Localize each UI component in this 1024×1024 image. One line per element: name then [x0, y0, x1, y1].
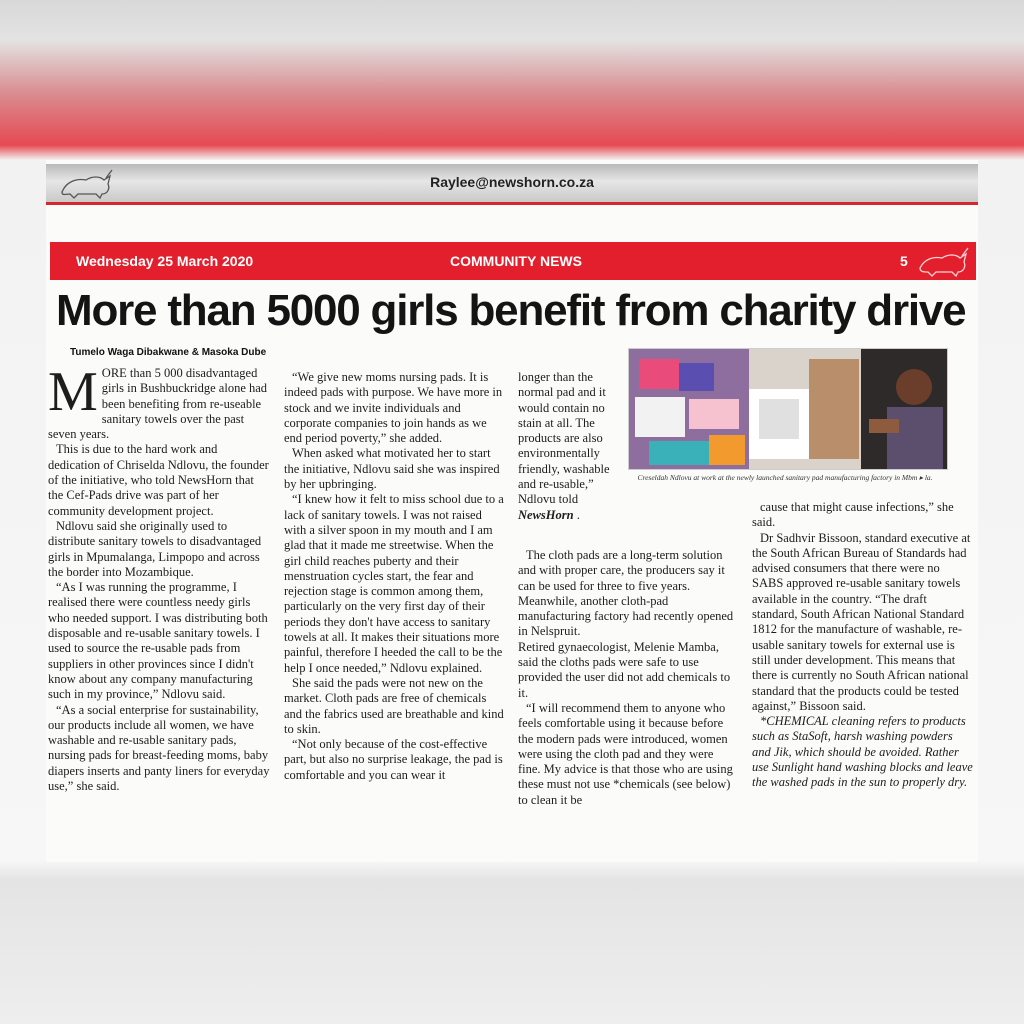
article-paragraph: “I knew how it felt to miss school due to a lack of sanitary towels. I was not raised with a silver spoon in my mouth and I am glad that it made me streetwise. When the girl child reaches puberty and their menstruation cycles start, the fear and rejection stage is common among them, particularly on the very first day of their periods they don't have access to sanitary towels at all. It makes their situations more painful, therefore I heeded the call to be the help I once needed,” Ndlovu explained.	[284, 492, 504, 675]
article-column-3	[518, 548, 738, 808]
article-paragraph: Retired gynaecologist, Melenie Mamba, said the cloths pads were safe to use provided the user did not add chemicals to it.	[518, 639, 731, 700]
photo-caption: Creseldah Ndlovu at work at the newly launched sanitary pad manufacturing factory in Mbm ▸ la.	[637, 473, 933, 482]
section-label: COMMUNITY NEWS	[450, 253, 582, 269]
article-paragraph: When asked what motivated her to start the initiative, Ndlovu said she was inspired by her upbringing.	[284, 446, 500, 492]
headline: More than 5000 girls benefit from charity drive	[56, 286, 966, 335]
section-header-bar	[50, 242, 976, 280]
article-paragraph: “We give new moms nursing pads. It is indeed pads with purpose. We have more in stock and we invite individuals and corporate companies to join hands as we end period poverty,” she added.	[284, 370, 503, 446]
article-paragraph: This is due to the hard work and dedication of Chriselda Ndlovu, the founder of the initiative, who told NewsHorn that the Cef-Pads drive was part of her community development project.	[48, 442, 269, 518]
article-paragraph: Ndlovu said she originally used to distribute sanitary towels to disadvantaged girls in Mpumalanga, Limpopo and across the border into Mozambique.	[48, 518, 262, 579]
article-note: *CHEMICAL cleaning refers to products such as StaSoft, harsh washing powders and Jik, which should be avoided. Rather use Sunlight hand washing blocks and leave the washed pads in the sun to properly dry.	[752, 714, 973, 790]
article-paragraph: cause that might cause infections,” she said.	[752, 500, 954, 530]
article-column-3-narrow	[518, 370, 614, 523]
article-paragraph: Meanwhile, another cloth-pad manufacturing factory had recently opened in Nelspruit.	[518, 593, 734, 639]
article-paragraph: MORE than 5 000 disadvantaged girls in Bushbuckridge alone had been benefiting from re-useable sanitary towels over the past seven years.	[48, 361, 268, 442]
article-column-1	[48, 361, 270, 794]
drop-cap: M	[48, 361, 98, 423]
publication-name: NewsHorn	[518, 507, 574, 522]
article-paragraph: “As I was running the programme, I realised there were countless needy girls who needed support. I was distributing both disposable and re-usable sanitary towels. I used to source the re-usable pads from suppliers in other provinces since I didn't know about any company manufacturing such in my province,” Ndlovu said.	[48, 580, 268, 702]
photo-illustration	[629, 349, 947, 469]
issue-date: Wednesday 25 March 2020	[76, 253, 254, 269]
article-column-2	[284, 370, 506, 783]
article-paragraph: The cloth pads are a long-term solution and with proper care, the producers say it can be used for three to five years.	[518, 548, 725, 593]
article-paragraph: She said the pads were not new on the market. Cloth pads are free of chemicals and the fabrics used are breathable and kind to skin.	[284, 675, 504, 736]
contact-email[interactable]: Raylee@newshorn.co.za	[430, 174, 594, 190]
article-paragraph: “As a social enterprise for sustainability, our products include all women, we have washable and re-usable sanitary pads, nursing pads for breast-feeding moms, baby diapers inserts and panty liners for everyday use,” she said.	[48, 702, 270, 794]
newspaper-page	[46, 160, 978, 862]
rhino-logo-icon	[916, 244, 972, 278]
article-paragraph: longer than the normal pad and it would contain no stain at all. The products are also environmentally friendly, washable and re-usable,” Ndlovu told NewsHorn .	[518, 370, 610, 522]
byline: Tumelo Waga Dibakwane & Masoka Dube	[70, 347, 267, 358]
factory-photo	[628, 348, 948, 470]
article-column-4	[752, 500, 974, 791]
article-paragraph: Dr Sadhvir Bissoon, standard executive at the South African Bureau of Standards had advised consumers that there were no SABS approved re-usable sanitary towels available in the country. “The draft standard, South African National Standard 1812 for the manufacture of washable, re-usable sanitary towels for external use is still under development. This means that there is currently no South African national standard that the products could be tested against,” Bissoon said.	[752, 530, 971, 713]
article-paragraph: “I will recommend them to anyone who feels comfortable using it because before the modern pads were introduced, women were using the cloth pad and they were fine. My advice is that those who are using these must not use *chemicals (see below) to clean it be	[518, 700, 733, 807]
email-banner	[46, 164, 978, 205]
page-number: 5	[900, 253, 908, 269]
article-paragraph: “Not only because of the cost-effective part, but also no surprise leakage, the pad is comfortable and you can wear it	[284, 737, 503, 782]
